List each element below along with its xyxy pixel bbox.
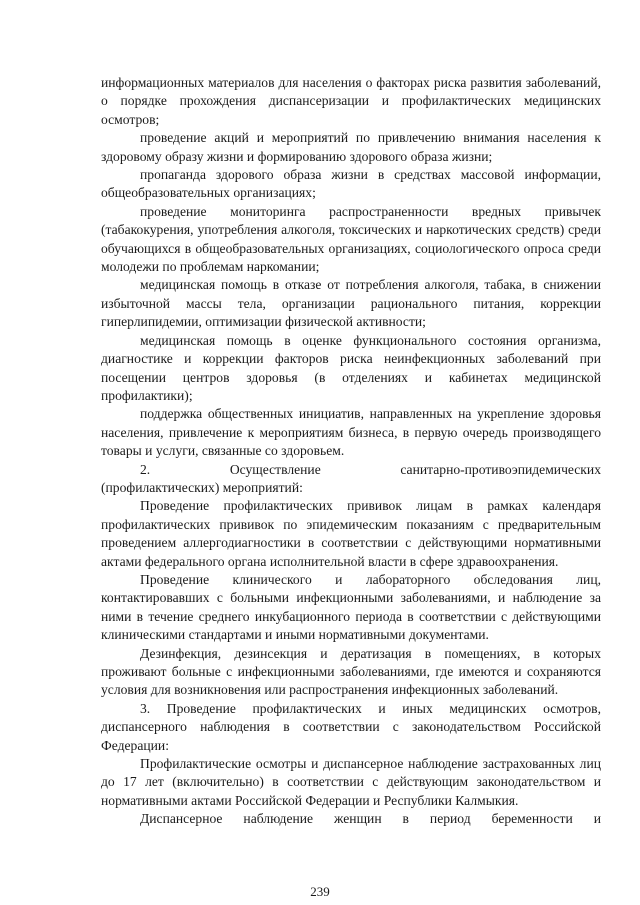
section-2-heading [101, 461, 601, 479]
paragraph: проведение мониторинга распространенности вредных привычек (табакокурения, употребления алкоголя, токсических и наркотических средств) среди обучающихся в общеобразовательных организациях, социологического опроса среди молодежи по проблемам наркомании; [101, 203, 601, 275]
paragraph: Проведение клинического и лабораторного обследования лиц, контактировавших с больными инфекционными заболеваниями, и наблюдение за ними в течение среднего инкубационного периода в соответствии с действующими клиническими стандартами и иными нормативными документами. [101, 571, 601, 643]
paragraph: медицинская помощь в отказе от потребления алкоголя, табака, в снижении избыточной массы тела, организации рационального питания, коррекции гиперлипидемии, оптимизации физической активности; [101, 277, 601, 330]
section-3-heading: 3. Проведение профилактических и иных медицинских осмотров, диспансерного наблюдения в соответствии с законодательством Российской Федерации: [101, 700, 601, 753]
paragraph: пропаганда здорового образа жизни в средствах массовой информации, общеобразовательных организациях; [101, 167, 601, 201]
paragraph: поддержка общественных инициатив, направленных на укрепление здоровья населения, привлечение к мероприятиям бизнеса, в первую очередь производящего товары и услуги, связанные со здоровьем. [101, 406, 601, 459]
paragraph: медицинская помощь в оценке функционального состояния организма, диагностике и коррекции факторов риска неинфекционных заболеваний при посещении центров здоровья (в отделениях и кабинетах медицинской профилактики); [101, 332, 601, 403]
paragraph: проведение акций и мероприятий по привлечению внимания населения к здоровому образу жизни и формированию здорового образа жизни; [101, 130, 601, 164]
paragraph: Дезинфекция, дезинсекция и дератизация в помещениях, в которых проживают больные с инфекционными заболеваниями, где имеются и сохраняются условия для возникновения или распространения инфекционных заболеваний. [101, 645, 601, 698]
section-title-word: Осуществление [229, 461, 321, 477]
paragraph: Профилактические осмотры и диспансерное наблюдение застрахованных лиц до 17 лет (включительно) в соответствии с действующим законодательством и нормативными актами Российской Федерации и Республики Калмыкия. [101, 756, 601, 808]
section-title-continued: (профилактических) мероприятий: [101, 479, 303, 495]
paragraph: Проведение профилактических прививок лицам в рамках календаря профилактических прививок по эпидемическим показаниям с предварительным проведением аллергодиагностики в соответствии с действующими нормативными актами федерального органа исполнительной власти в сфере здравоохранения. [101, 498, 601, 569]
paragraph: Диспансерное наблюдение женщин в период беременности и [140, 811, 601, 827]
paragraph: информационных материалов для населения о факторах риска развития заболеваний, о порядке прохождения диспансеризации и профилактических медицинских осмотров; [101, 75, 601, 127]
section-number: 2. [140, 461, 151, 477]
document-body [101, 74, 601, 829]
section-title-word: санитарно-противоэпидемических [400, 461, 601, 477]
page-number: 239 [310, 884, 330, 899]
